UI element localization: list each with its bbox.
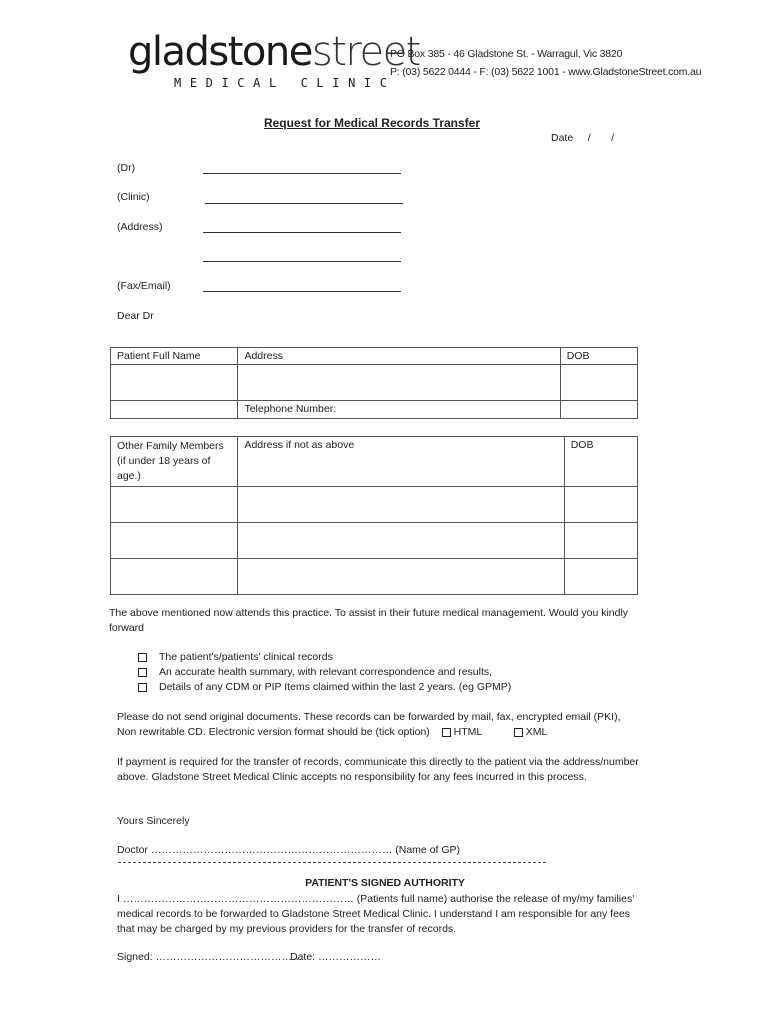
- list-item[interactable]: [138, 651, 333, 663]
- xml-option-label: XML: [525, 726, 548, 738]
- checkbox-icon[interactable]: [138, 668, 147, 677]
- family-row-3-dob[interactable]: [564, 559, 637, 595]
- authority-heading: PATIENT'S SIGNED AUTHORITY: [305, 877, 465, 889]
- clinic-label: (Clinic): [117, 191, 150, 203]
- clinic-contact: P: (03) 5622 0444 - F: (03) 5622 1001 - www.GladstoneStreet.com.au: [390, 66, 702, 78]
- signed-field[interactable]: Signed: ……………………………………: [117, 951, 303, 963]
- separator: [118, 862, 546, 863]
- family-dob-header: DOB: [564, 437, 637, 487]
- patient-dob-header: DOB: [560, 348, 637, 365]
- closing: Yours Sincerely: [117, 815, 190, 827]
- list-item-label: Details of any CDM or PIP Items claimed within the last 2 years. (eg GPMP): [159, 681, 512, 693]
- family-row-2-dob[interactable]: [564, 523, 637, 559]
- family-row-1-address[interactable]: [238, 487, 564, 523]
- salutation: Dear Dr: [117, 310, 154, 322]
- list-item[interactable]: [138, 666, 492, 678]
- patient-dob-cell[interactable]: [560, 365, 637, 401]
- family-row-2-address[interactable]: [238, 523, 564, 559]
- patient-name-header: Patient Full Name: [111, 348, 238, 365]
- family-row-1-name[interactable]: [111, 487, 238, 523]
- xml-checkbox-icon[interactable]: [514, 728, 523, 737]
- patient-blank-cell[interactable]: [111, 401, 238, 419]
- address-field-line-2[interactable]: [203, 261, 401, 262]
- list-item[interactable]: [138, 681, 511, 693]
- date-label: Date / /: [551, 132, 615, 144]
- clinic-logo: [128, 29, 420, 75]
- family-row-2-name[interactable]: [111, 523, 238, 559]
- dr-field-line[interactable]: [203, 173, 401, 174]
- authority-paragraph: I ………………………………………………………… (Patients full name) authorise the release of my/my families' medical records to be forwarded to Gladstone Street Medical Clinic. I understand I am responsible for any fees that may be charged by my previous providers for the transfer of records.: [117, 893, 635, 935]
- patient-address-cell[interactable]: [238, 365, 560, 401]
- originals-line-2: [117, 726, 547, 738]
- family-row-3-address[interactable]: [238, 559, 564, 595]
- date-field[interactable]: Date: ………………: [290, 951, 382, 963]
- format-instruction: Non rewritable CD. Electronic version format should be (tick option): [117, 726, 430, 738]
- list-item-label: An accurate health summary, with relevant correspondence and results,: [159, 666, 493, 678]
- list-item-label: The patient's/patients' clinical records: [159, 651, 333, 663]
- patient-blank-cell-2[interactable]: [560, 401, 637, 419]
- logo-word-street: street: [311, 29, 420, 75]
- checkbox-icon[interactable]: [138, 653, 147, 662]
- html-checkbox-icon[interactable]: [442, 728, 451, 737]
- logo-subtitle: MEDICAL CLINIC: [174, 76, 396, 90]
- patient-telephone-cell[interactable]: Telephone Number:: [238, 401, 560, 419]
- family-table: [110, 436, 638, 595]
- clinic-address: PO Box 385 - 46 Gladstone St. - Warragul, Vic 3820: [390, 48, 623, 60]
- patient-table: [110, 347, 638, 419]
- payment-paragraph: If payment is required for the transfer of records, communicate this directly to the patient via the address/number above. Gladstone Street Medical Clinic accepts no responsibility for any fees incurred in this process.: [117, 756, 639, 783]
- dr-label: (Dr): [117, 162, 136, 174]
- address-label: (Address): [117, 221, 163, 233]
- checkbox-icon[interactable]: [138, 683, 147, 692]
- fax-email-label: (Fax/Email): [117, 280, 171, 292]
- patient-name-cell[interactable]: [111, 365, 238, 401]
- originals-line-1: Please do not send original documents. These records can be forwarded by mail, fax, encrypted email (PKI),: [117, 711, 621, 723]
- logo-word-gladstone: gladstone: [128, 29, 312, 75]
- family-row-3-name[interactable]: [111, 559, 238, 595]
- fax-email-field-line[interactable]: [203, 291, 401, 292]
- family-row-1-dob[interactable]: [564, 487, 637, 523]
- page-title: Request for Medical Records Transfer: [263, 116, 481, 130]
- clinic-field-line[interactable]: [205, 203, 403, 204]
- address-field-line-1[interactable]: [203, 232, 401, 233]
- family-members-header: Other Family Members (if under 18 years of age.): [111, 437, 238, 487]
- family-address-header: Address if not as above: [238, 437, 564, 487]
- intro-paragraph: The above mentioned now attends this practice. To assist in their future medical management. Would you kindly forward: [109, 607, 629, 634]
- patient-address-header: Address: [238, 348, 560, 365]
- html-option-label: HTML: [453, 726, 482, 738]
- doctor-signature-line[interactable]: Doctor …………………………………………………………… (Name of GP): [117, 844, 461, 856]
